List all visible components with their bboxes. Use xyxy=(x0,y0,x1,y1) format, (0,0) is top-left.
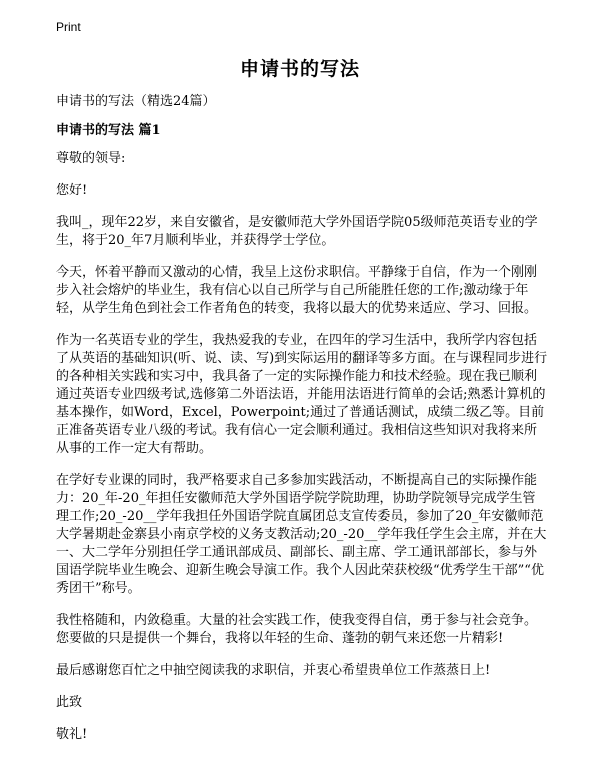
print-link[interactable]: Print xyxy=(56,20,81,34)
paragraph: 在学好专业课的同时，我严格要求自己多参加实践活动，不断提高自己的实际操作能力：20_年-20_年担任安徽师范大学外国语学院学院助理，协助学院领导完成学生管理工作;20_-20__学年我担任外国语学院直属团总支宣传委员，参加了20_年安徽师范大学暑期赴金寨县小南京学校的义务支教活动;20_-20__学年我任学生会主席，并在大一、大二学年分别担任学工通讯部成员、副部长、副主席、学工通讯部部长，参与外国语学院毕业生晚会、迎新生晚会导演工作。我个人因此荣获校级“优秀学生干部”“优秀团干”称号。 xyxy=(56,473,547,596)
greeting: 您好! xyxy=(56,183,88,198)
signoff: 敬礼! xyxy=(56,727,88,742)
document-body xyxy=(56,93,548,758)
section-heading: 申请书的写法 篇1 xyxy=(56,123,161,138)
paragraph: 我性格随和，内敛稳重。大量的社会实践工作，使我变得自信，勇于参与社会竞争。您要做的只是提供一个舞台，我将以年轻的生命、蓬勃的朝气来还您一片精彩! xyxy=(56,613,538,646)
page-title: 申请书的写法 xyxy=(239,58,360,80)
closing: 此致 xyxy=(56,695,83,710)
paragraph: 今天，怀着平静而又激动的心情，我呈上这份求职信。平静缘于自信，作为一个刚刚步入社会熔炉的毕业生，我有信心以自己所学与自己所能胜任您的工作;激动缘于年轻，从学生角色到社会工作者角色的转变，我将以最大的优势来适应、学习、回报。 xyxy=(56,265,538,316)
paragraph: 最后感谢您百忙之中抽空阅读我的求职信，并衷心希望贵单位工作蒸蒸日上! xyxy=(56,663,491,678)
paragraph: 我叫_，现年22岁，来自安徽省，是安徽师范大学外国语学院05级师范英语专业的学生，将于20_年7月顺利毕业，并获得学士学位。 xyxy=(56,215,538,248)
document-subtitle: 申请书的写法（精选24篇） xyxy=(56,94,216,109)
salutation: 尊敬的领导: xyxy=(56,151,126,166)
paragraph: 作为一名英语专业的学生，我热爱我的专业，在四年的学习生活中，我所学内容包括了从英语的基础知识(听、说、读、写)到实际运用的翻译等多方面。在与课程同步进行的各种相关实践和实习中，我具备了一定的实际操作能力和技术经验。现在我已顺利通过英语专业四级考试,选修第二外语法语，并能用法语进行简单的会话;熟悉计算机的基本操作，如Word，Excel，Powerpoint;通过了普通话测试，成绩二级乙等。目前正准备英语专业八级的考试。我有信心一定会顺利通过。我相信这些知识对我将来所从事的工作一定大有帮助。 xyxy=(56,333,548,456)
